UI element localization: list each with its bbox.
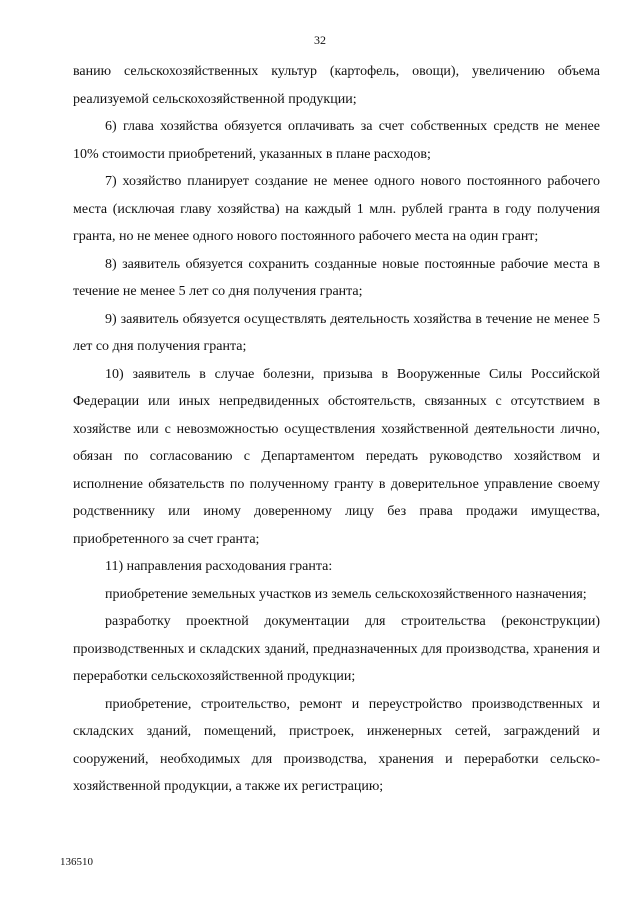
- paragraph-item-7: 7) хозяйство планирует создание не менее одного нового постоянного рабочего места (исключая главу хозяйства) на каждый 1 млн. рублей гранта в году получения гранта, но не менее одного нового постоянного рабочего места на один грант;: [73, 174, 600, 244]
- paragraph-item-11: 11) направления расходования гранта:: [105, 559, 333, 574]
- paragraph-grant-use-construction: приобретение, строительство, ремонт и переустройство производственных и складских зданий, помещений, пристроек, инженерных сетей, заграждений и сооружений, необходимых для производства, хранения и переработки сельскохозяйственной продукции, а также их регистрацию;: [73, 696, 600, 794]
- document-code: 136510: [60, 856, 93, 868]
- page-number: 32: [314, 33, 326, 47]
- paragraph-item-8: 8) заявитель обязуется сохранить созданные новые постоянные рабочие места в течение не менее 5 лет со дня получения гранта;: [73, 256, 600, 299]
- paragraph-item-10: 10) заявитель в случае болезни, призыва в Вооруженные Силы Российской Федерации или иных непредвиденных обстоятельств, связанных с отсутствием в хозяйстве или с невозможностью осуществления хозяйственной деятельности лично, обязан по согласованию с Департаментом передать руководство хозяйством и исполнение обязательств по полученному гранту в доверительное управление своему родственнику или иному доверенному лицу без права продажи имущества, приобретенного за счет гранта;: [73, 366, 600, 547]
- paragraph-continuation: ванию сельскохозяйственных культур (картофель, овощи), увеличению объема реализуемой сельскохозяйственной продукции;: [73, 64, 600, 107]
- paragraph-item-9: 9) заявитель обязуется осуществлять деятельность хозяйства в течение не менее 5 лет со дня получения гранта;: [73, 311, 600, 354]
- document-body: [73, 58, 600, 801]
- paragraph-item-6: 6) глава хозяйства обязуется оплачивать за счет собственных средств не менее 10% стоимости приобретений, указанных в плане расходов;: [73, 119, 600, 162]
- paragraph-grant-use-design: разработку проектной документации для строительства (реконструкции) производственных и складских зданий, предназначенных для производства, хранения и переработки сельскохозяйственной продукции;: [73, 614, 600, 684]
- paragraph-grant-use-land: приобретение земельных участков из земель сельскохозяйственного назначения;: [105, 586, 587, 602]
